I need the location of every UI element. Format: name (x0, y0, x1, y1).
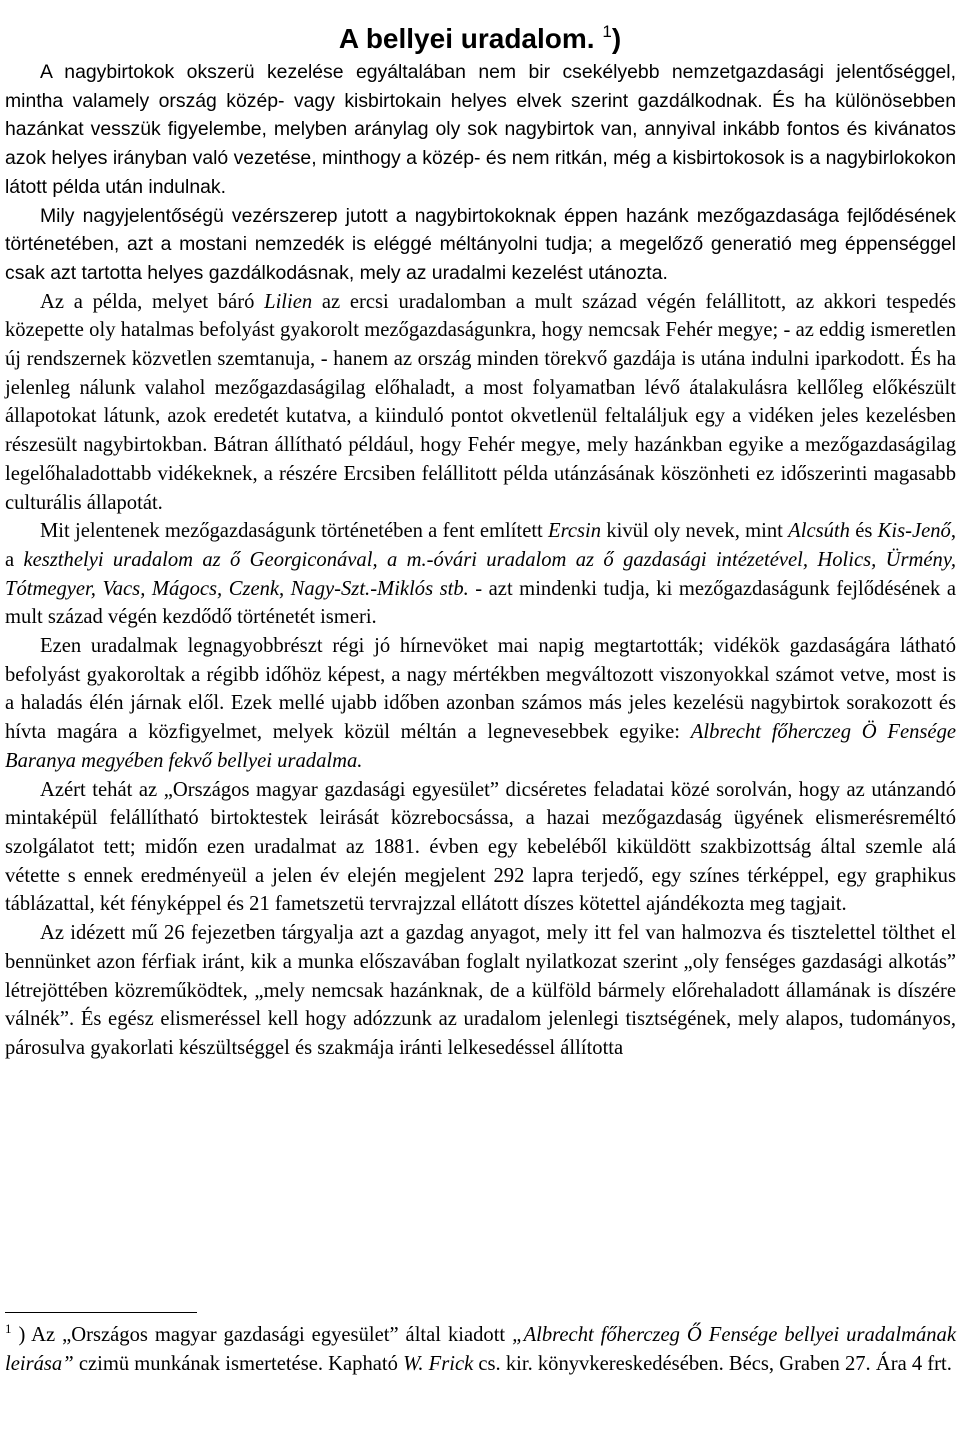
page-title (0, 21, 960, 57)
paragraph-4-text-5: - azt mindenki tudja, ki mezőgazdaságunk fejlődésének a mult század végén kezdődő történetét ismeri. (5, 577, 956, 629)
paragraph-4-text-2: kivül oly nevek, mint (601, 520, 789, 543)
footnote-text-3: cs. kir. könyvkereskedésében. Bécs, Graben 27. Ára 4 frt. (473, 1353, 952, 1375)
article-body (5, 58, 956, 1063)
footnote-publisher: W. Frick (403, 1353, 474, 1375)
paragraph-3-text-2: az ercsi uradalomban a mult század végén felállitott, az akkori tespedés közepette oly hatalmas befolyást gyakorolt mezőgazdaságunkra, hogy nemcsak Fehér megye; - az eddig ismeretlen új rendszernek közvetlen szemtanuja, - hanem az ország minden törekvő gazdája is utána indulni iparkodott. És ha jelenleg nálunk valahol mezőgazdaságilag előhaladt, a most folyamatban lévő átalakulásra kellőleg előkészült állapotokat látunk, azok eredetét kutatva, a kiinduló pontot okvetlenül feltaláljuk egy a vidéken jeles kezelésben részesült nagybirtokban. Bátran állítható például, hogy Fehér megye, mely hazánkban egyike a mezőgazdaságilag legelőhaladottabb vidékeknek, a részére Ercsiben felállitott példa utánzásának köszönheti ez időszerinti magasabb culturális állapotát. (5, 290, 956, 514)
paragraph-5-estate-name: Albrecht főherczeg Ö Fensége Baranya megyében fekvő bellyei uradalma. (5, 721, 957, 772)
paragraph-4-text-1: Mit jelentenek mezőgazdaságunk történetében a fent említett (40, 520, 549, 543)
footnote-mark: 1 (5, 1321, 12, 1336)
paragraph-1-sentence-2: És ha különösebben hazánkat vesszük figyelembe, melyben aránylag oly sok nagybirtok van, annyival inkább fontos és kivánatos azok helyes irányban való vezetése, minthogy a közép- és nem ritkán, még a kisbirtokosok is a nagybirlokokon látott példa után indulnak. (5, 89, 956, 198)
footnote (5, 1321, 956, 1379)
footnote-reference: 1 (602, 21, 612, 41)
paragraph-4-name-kisjeno: Kis-Jenő (877, 520, 951, 543)
paragraph-4-text-4: , a (5, 520, 956, 571)
paragraph-1-sentence-1: A nagybirtokok okszerü kezelése egyáltalában nem bir csekélyebb nemzetgazdasági jelentőséggel, mintha valamely ország közép- vagy kisbirtokain helyes elvek szerint gazdálkodnak. (5, 61, 956, 112)
paragraph-3-text-1: Az a példa, melyet báró (40, 290, 265, 313)
footnote-text-2: czimü munkának ismertetése. Kapható (73, 1353, 404, 1375)
paragraph-3 (5, 288, 956, 518)
title-close-paren: ) (611, 22, 622, 54)
footnote-text-1: ) Az „Országos magyar gazdasági egyesület” által kiadott (11, 1324, 513, 1346)
title-text: A bellyei uradalom. (338, 22, 603, 54)
paragraph-6: Azért tehát az „Országos magyar gazdasági egyesület” dicséretes feladatai közé sorolván, hogy az utánzandó mintaképül felállítható birtoktestek leirását közrebocsássa, a hazai mezőgazdaság ügyének elismerésreméltó szolgálatot tett; midőn ezen uradalmat az 1881. évben egy kebeléből kiküldött szakbizottság által szemle alá vétette s ennek eredményeül a jelen év elején megjelent 292 lapra terjedő, egy színes térképpel, egy graphikus táblázattal, két fényképpel és 21 fametszetü tervrajzzal ellátott díszes kötettel ajándékozta meg tagjait. (5, 778, 956, 916)
footnote-book-title: „Albrecht főherczeg Ő Fensége bellyei uradalmának leirása” (5, 1324, 956, 1375)
paragraph-5 (5, 632, 956, 776)
paragraph-1 (5, 58, 956, 202)
footnote-divider (5, 1312, 197, 1313)
paragraph-4-name-alcsuth: Alcsúth (788, 520, 850, 543)
paragraph-4 (5, 517, 956, 632)
paragraph-2: Mily nagyjelentőségü vezérszerep jutott a nagybirtokoknak éppen hazánk mezőgazdasága fejlődésének történetében, azt a mostani nemzedék is eléggé méltányolni tudja; a megelőző generatió meg éppenséggel csak azt tartotta helyes gazdálkodásnak, mely az uradalmi kezelést utánozta. (5, 204, 956, 284)
paragraph-4-estates-list: keszthelyi uradalom az ő Georgiconával, a m.-óvári uradalom az ő gazdasági intézetével, Holics, Ürmény, Tótmegyer, Vacs, Mágocs, Czenk, Nagy-Szt.-Miklós stb. (5, 548, 956, 600)
paragraph-3-name-lilien: Lilien (264, 290, 313, 313)
paragraph-4-text-3: és (849, 520, 878, 543)
paragraph-5-text: Ezen uradalmak legnagyobbrészt régi jó hírnevöket mai napig megtartották; vidékök gazdaságára látható befolyást gyakoroltak a régibb időhöz képest, a nagy mértékben megváltozott viszonyokkal számot vetve, most is a haladás élén járnak elől. Ezek mellé ujabb időben azonban számos más jeles kezelésü nagybirtok sorakozott és hívta magára a közfigyelmet, melyek közül méltán a legnevesebbek egyike: (5, 635, 956, 744)
paragraph-7: Az idézett mű 26 fejezetben tárgyalja azt a gazdag anyagot, mely itt fel van halmozva és tisztelettel tölthet el bennünket azon férfiak iránt, kik a munka előszavában foglalt nyilatkozat szerint „oly fenséges gazdasági alkotás” létrejöttében közreműködtek, „mely nemcsak hazánknak, de a külföld bármely előrehaladott államának is díszére válnék”. És egész elismeréssel kell hogy adózzunk az uradalom jelenlegi tisztségének, mely alapos, tudományos, párosulva gyakorlati készültséggel és szakmája iránti lelkesedéssel állította (5, 922, 956, 1059)
paragraph-4-name-ercsin: Ercsin (548, 520, 602, 543)
